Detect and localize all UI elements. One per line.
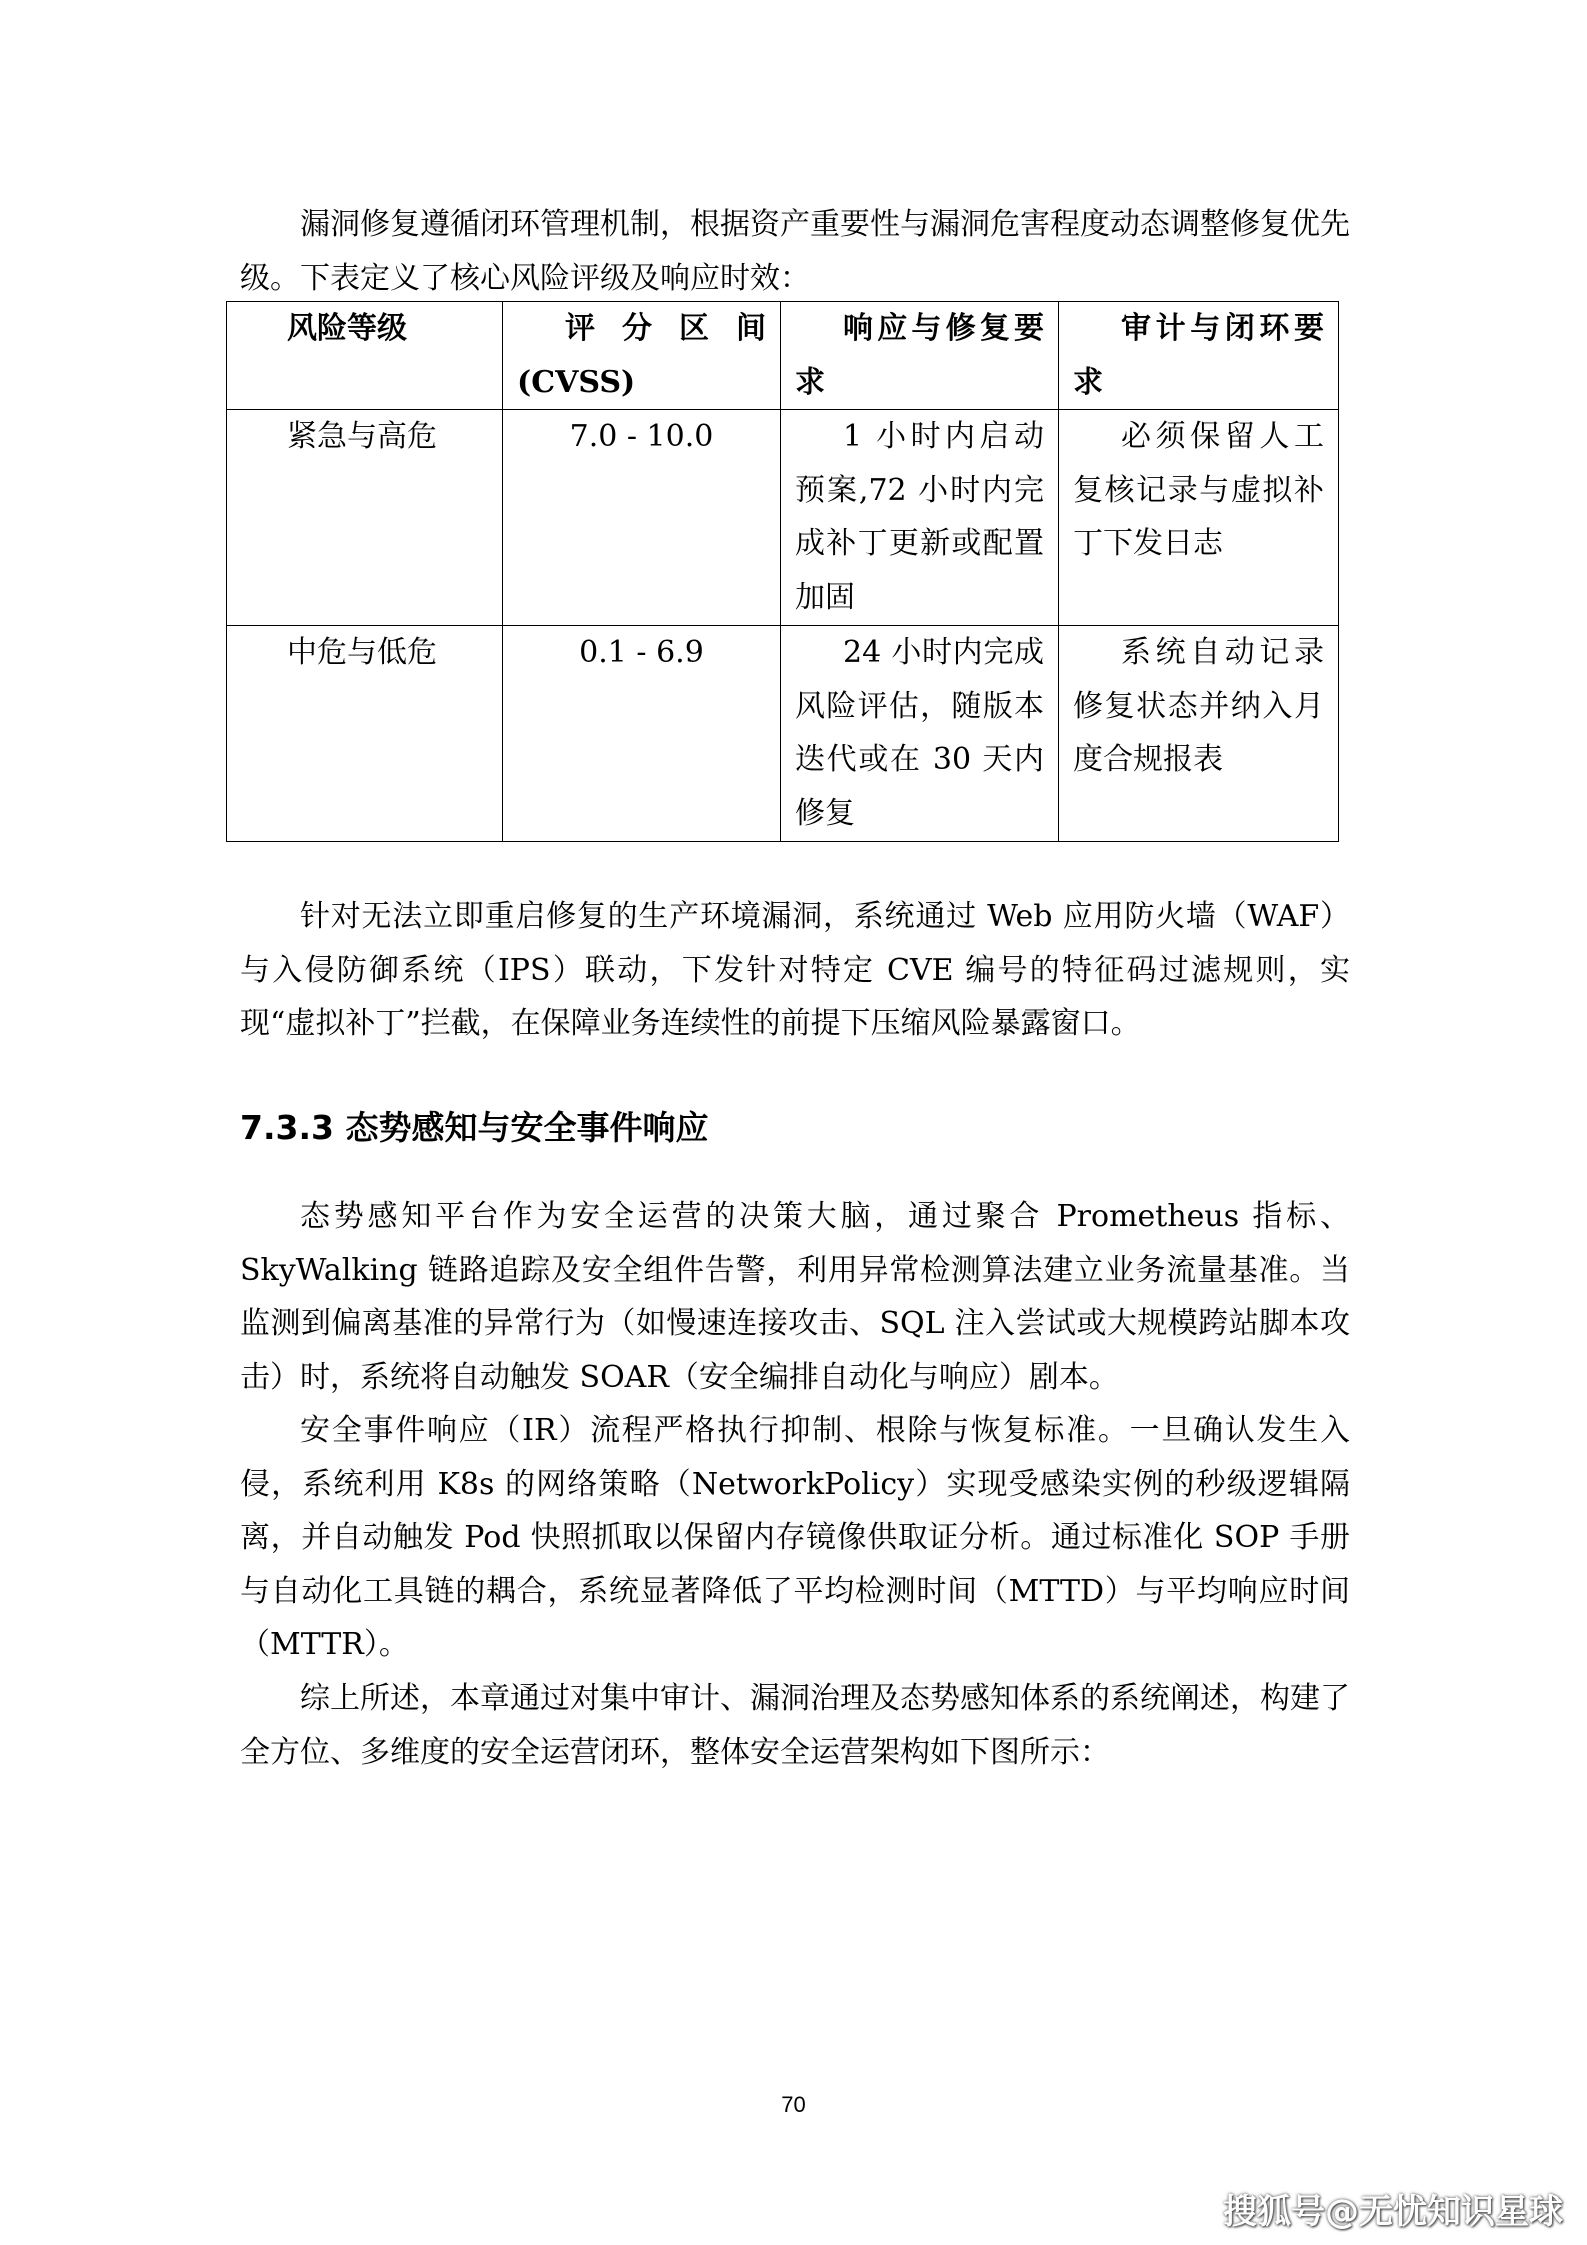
table-row bbox=[227, 410, 1339, 626]
section-heading: 7.3.3 态势感知与安全事件响应 bbox=[240, 1108, 709, 1147]
header-response: 响应与修复要求 bbox=[781, 302, 1059, 410]
header-score-range: 评 分 区 间 (CVSS) bbox=[503, 302, 781, 410]
cell-risk-level: 中危与低危 bbox=[227, 626, 503, 842]
summary-paragraph: 综上所述，本章通过对集中审计、漏洞治理及态势感知体系的系统阐述，构建了全方位、多维度的安全运营闭环，整体安全运营架构如下图所示： bbox=[240, 1681, 1350, 1770]
cell-score-range: 7.0 - 10.0 bbox=[503, 410, 781, 626]
page-number: 70 bbox=[781, 2092, 806, 2117]
watermark: 搜狐号@无忧知识星球 bbox=[1223, 2192, 1563, 2232]
cell-risk-level: 紧急与高危 bbox=[227, 410, 503, 626]
header-risk-level: 风险等级 bbox=[227, 302, 503, 410]
situation-awareness-paragraph: 态势感知平台作为安全运营的决策大脑，通过聚合 Prometheus 指标、SkyWalking 链路追踪及安全组件告警，利用异常检测算法建立业务流量基准。当监测到偏离基准的异常行为（如慢速连接攻击、SQL 注入尝试或大规模跨站脚本攻击）时，系统将自动触发 SOAR（安全编排自动化与响应）剧本。 bbox=[240, 1199, 1350, 1395]
risk-rating-table bbox=[226, 301, 1339, 842]
table-row bbox=[227, 626, 1339, 842]
incident-response-paragraph: 安全事件响应（IR）流程严格执行抑制、根除与恢复标准。一旦确认发生入侵，系统利用 K8s 的网络策略（NetworkPolicy）实现受感染实例的秒级逻辑隔离，并自动触发 Pod 快照抓取以保留内存镜像供取证分析。通过标准化 SOP 手册与自动化工具链的耦合，系统显著降低了平均检测时间（MTTD）与平均响应时间（MTTR）。 bbox=[240, 1413, 1350, 1662]
cell-response: 1 小时内启动预案,72 小时内完成补丁更新或配置加固 bbox=[781, 410, 1059, 626]
header-audit: 审计与闭环要求 bbox=[1059, 302, 1339, 410]
intro-paragraph: 漏洞修复遵循闭环管理机制，根据资产重要性与漏洞危害程度动态调整修复优先级。下表定义了核心风险评级及响应时效： bbox=[240, 207, 1350, 296]
cell-score-range: 0.1 - 6.9 bbox=[503, 626, 781, 842]
cell-audit: 必须保留人工复核记录与虚拟补丁下发日志 bbox=[1059, 410, 1339, 626]
waf-paragraph: 针对无法立即重启修复的生产环境漏洞，系统通过 Web 应用防火墙（WAF）与入侵防御系统（IPS）联动，下发针对特定 CVE 编号的特征码过滤规则，实现“虚拟补丁”拦截，在保障业务连续性的前提下压缩风险暴露窗口。 bbox=[240, 899, 1350, 1041]
cell-response: 24 小时内完成风险评估，随版本迭代或在 30 天内修复 bbox=[781, 626, 1059, 842]
table-header-row bbox=[227, 302, 1339, 410]
cell-audit: 系统自动记录修复状态并纳入月度合规报表 bbox=[1059, 626, 1339, 842]
